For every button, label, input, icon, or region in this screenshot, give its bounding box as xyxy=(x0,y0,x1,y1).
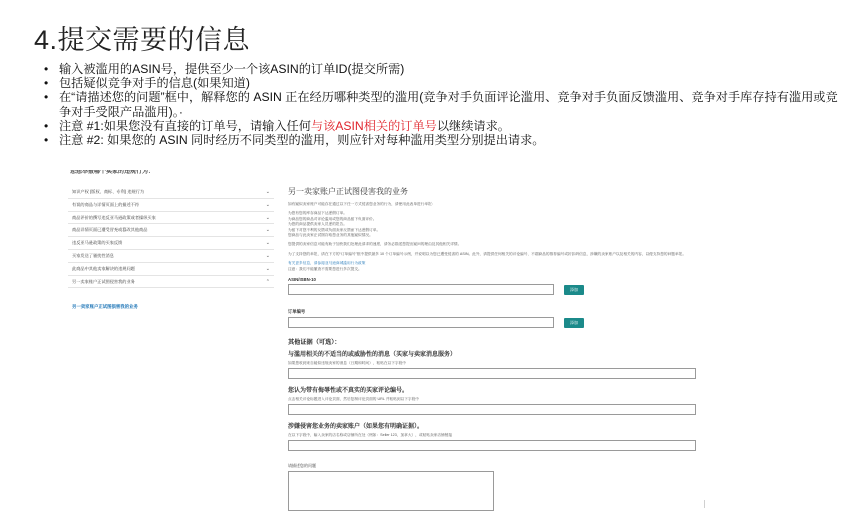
menu-item-harm-business[interactable] xyxy=(68,276,274,289)
form-note: 为了支持您的举报，请在下方的“订单编号”框中提供最多 10 个订单编号示例，并说明以为您已遭受侵害的 ASIN。此外，请提供任何相关的评论编号、不端商品的推荐编号或折扣码信息，涉嫌的卖家账户以及相关的内容，以便支持您的问题举报。 xyxy=(288,251,687,256)
chevron-down-icon: ⌄ xyxy=(265,214,270,221)
menu-item-label: 另一卖家账户正试图侵害我的业务 xyxy=(72,278,135,284)
chevron-down-icon: ⌄ xyxy=(265,240,270,247)
menu-item-detail-page[interactable] xyxy=(68,224,274,237)
chevron-down-icon: ⌄ xyxy=(265,189,270,195)
add-asin-button[interactable]: 添加 xyxy=(564,285,584,295)
chevron-down-icon: ⌄ xyxy=(265,252,270,259)
form-note: 注意：我们不能撤查不需要您进行多次提交。 xyxy=(288,266,362,271)
case-item: 为留下对您不利的反馈或负面卖家反馈而下达虚假订单。 xyxy=(288,227,381,232)
add-order-button[interactable]: 添加 xyxy=(564,318,584,328)
bullet-text: 注意 #1:如果您没有直接的订单号，请输入任何 xyxy=(59,118,311,133)
case-item: 为您有您的库存商品下达虚假订单。 xyxy=(288,211,347,216)
menu-item-label: 买家发送了骚扰性消息 xyxy=(72,252,114,258)
bullet-item: • 在“请描述您的问题”框中，解释您的 ASIN 正在经历哪种类型的滥用(竞争对手负面评论滥用、竞争对手负面反馈滥用、竞争对手库存持有滥用或竞争对手受限产品滥用)。· xyxy=(44,90,844,118)
bullet-list xyxy=(44,62,844,147)
policy-link[interactable]: 有关更多信息，请参阅亚马逊商城滥用行为政策 xyxy=(288,261,366,266)
menu-item-label: 有误的商品与详情页面上的描述不符 xyxy=(72,201,140,207)
menu-item-ip[interactable] xyxy=(68,186,274,199)
bullet-item: • 包括疑似竞争对手的信息(如果知道) xyxy=(44,76,844,90)
menu-item-harassment[interactable] xyxy=(68,250,274,263)
menu-item-label: 此商品中其他卖家解决的违规问题 xyxy=(72,265,135,271)
chevron-down-icon: ⌄ xyxy=(265,227,270,234)
menu-item-review[interactable] xyxy=(68,212,274,225)
selected-violation-link[interactable]: 另一卖家账户正试图损害我的业务 xyxy=(72,304,138,309)
evidence-hint: 在以下字段中，输入卖家的店名称或店铺所在处（例如：Seller 123，加拿大），或粘贴卖家店铺链接 xyxy=(288,433,453,438)
scroll-tick xyxy=(704,500,705,508)
chevron-down-icon: ⌄ xyxy=(265,201,270,208)
asin-input[interactable] xyxy=(288,284,554,295)
form-intro: 如有疑似卖家账户可能存在通过以下任一方式侵害您业务的行为，请使用此表单进行举报: xyxy=(288,202,433,206)
seller-account-input[interactable] xyxy=(288,440,696,451)
menu-item-label: 知识产权 (版权、商标、专利) 违规行为 xyxy=(72,189,145,194)
menu-item-other-seller[interactable] xyxy=(68,263,274,276)
cut-heading: 您想举报哪个卖家的违规行为： xyxy=(70,170,155,175)
bullet-item xyxy=(44,119,844,133)
bullet-highlight: 与该ASIN相关的订单号 xyxy=(310,118,437,133)
menu-item-label: 商品评价的撰写违反亚马逊政策或者操纵买家 xyxy=(72,214,156,220)
evidence-hint: 点击相关评论标题进入评论页面，然后复制评论页面的 URL 并粘贴到以下字段中 xyxy=(288,397,419,402)
message-input[interactable] xyxy=(288,368,696,379)
asin-label: ASIN/ISBN-10 xyxy=(288,277,316,283)
case-item: 为商品您的商品对评论滥用或您的商品留下负面评价。 xyxy=(288,216,377,221)
chevron-up-icon: ⌃ xyxy=(265,278,270,285)
embedded-screenshot xyxy=(62,168,707,520)
order-label: 订单编号 xyxy=(288,309,306,315)
menu-item-label: 违反亚马逊政策的买家反馈 xyxy=(72,240,123,246)
evidence-section-title: 涉嫌侵害您业务的卖家账户（如果您有明确证据）。 xyxy=(288,424,424,431)
other-evidence-heading: 其他证据（可选）： xyxy=(288,339,341,347)
evidence-hint: 如果您收到来自疑似违规卖家的消息（日期和时间），粘贴在以下字段中 xyxy=(288,361,406,366)
violation-menu xyxy=(68,186,274,288)
menu-item-label: 商品详情页面已遭受冒充或篡改其他商品 xyxy=(72,227,148,233)
describe-textarea[interactable] xyxy=(288,471,494,511)
report-form xyxy=(288,186,698,511)
slide-title: 4.提交需要的信息 xyxy=(34,25,251,55)
menu-item-mismatch[interactable] xyxy=(68,199,274,212)
review-id-input[interactable] xyxy=(288,404,696,415)
bullet-text: 以继续请求。 xyxy=(436,118,510,133)
form-note: 您提供的卖家信息可能有助于加快我们处理此请求的速度，请务必描述您提出疑问的理由及其他相关详情。 xyxy=(288,242,462,247)
case-item: 为您的商品提供卖家人员虚的报告。 xyxy=(288,222,347,227)
describe-label: 请描述您的问题 xyxy=(288,463,316,469)
chevron-down-icon: ⌄ xyxy=(265,265,270,272)
evidence-section-title: 与滥用相关的不适当的或威胁性的消息（买家与卖家消息服务） xyxy=(288,352,457,359)
form-title: 另一卖家账户正试图侵害我的业务 xyxy=(288,187,408,196)
bullet-item: • 注意 #2: 如果您的 ASIN 同时经历不同类型的滥用，则应针对每种滥用类型分别提出请求。 xyxy=(44,133,844,147)
case-item: 您商品与此卖家正试图窃取您业务的其他疑似情况。 xyxy=(288,233,373,238)
menu-item-feedback[interactable] xyxy=(68,237,274,250)
order-input[interactable] xyxy=(288,317,554,328)
evidence-section-title: 您认为带有侮辱性或不真实的买家评论编号。 xyxy=(288,388,409,395)
bullet-item: • 输入被滥用的ASIN号，提供至少一个该ASIN的订单ID(提交所需) xyxy=(44,62,844,76)
